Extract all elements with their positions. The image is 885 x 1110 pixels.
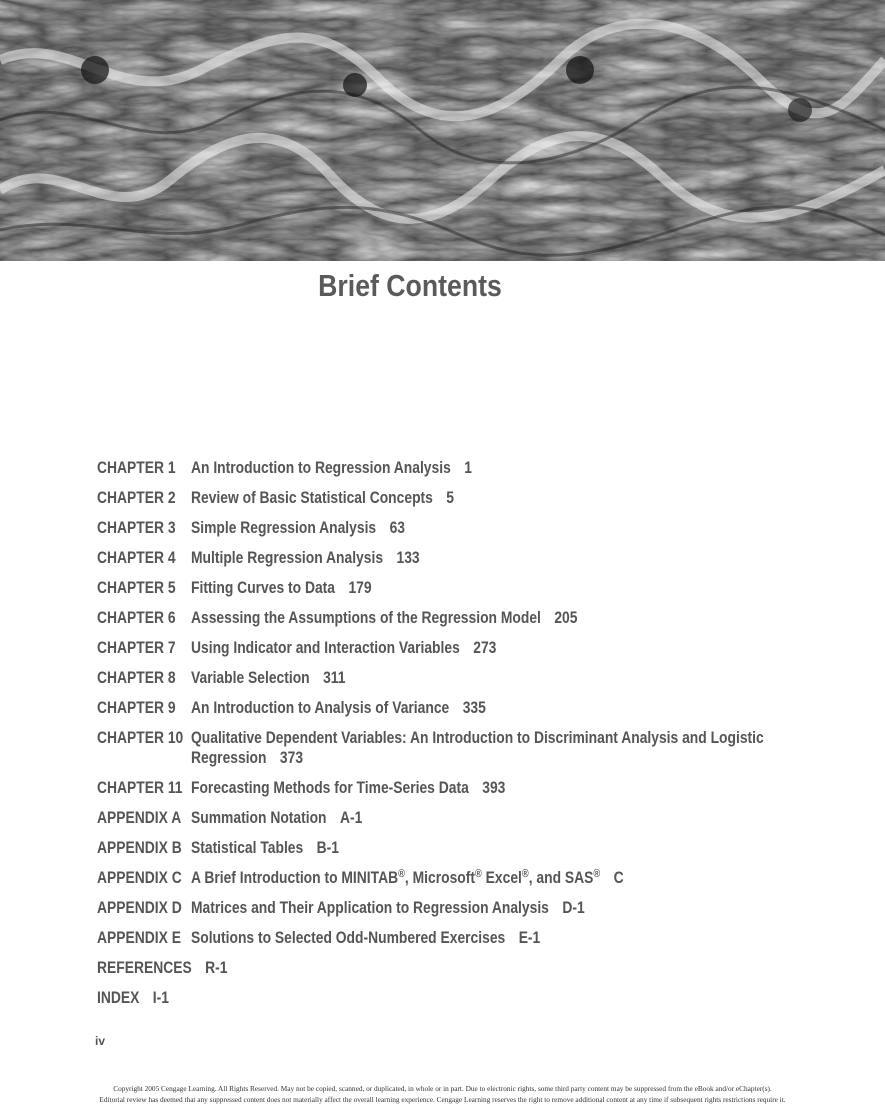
toc-entry-appendix-d[interactable] (97, 895, 797, 925)
entry-title-continued: Regression (191, 749, 267, 767)
entry-page-number: 205 (554, 609, 578, 627)
entry-page-number: D-1 (562, 899, 585, 917)
entry-label: CHAPTER 6 (97, 609, 176, 627)
entry-title-part: Excel (481, 869, 522, 887)
entry-label: REFERENCES (97, 959, 192, 977)
toc-entry-index[interactable] (97, 985, 797, 1015)
entry-title-group (191, 725, 764, 771)
toc-entry-chapter-9[interactable] (97, 695, 797, 725)
entry-label: CHAPTER 9 (97, 699, 176, 717)
entry-title: Forecasting Methods for Time-Series Data (191, 779, 469, 797)
toc-entry-chapter-8[interactable] (97, 665, 797, 695)
toc-entry-chapter-2[interactable] (97, 485, 797, 515)
entry-page-number: 179 (348, 579, 372, 597)
entry-page-number: R-1 (205, 959, 228, 977)
toc-entry-chapter-3[interactable] (97, 515, 797, 545)
entry-title-part: , Microsoft (404, 869, 475, 887)
entry-page-number: 63 (389, 519, 405, 537)
entry-title: Assessing the Assumptions of the Regression Model (191, 609, 541, 627)
entry-label: APPENDIX C (97, 869, 182, 887)
entry-title: Simple Regression Analysis (191, 519, 377, 537)
entry-page-number: 393 (482, 779, 506, 797)
entry-label: CHAPTER 10 (97, 729, 184, 747)
toc-entry-chapter-6[interactable] (97, 605, 797, 635)
entry-label: APPENDIX B (97, 839, 182, 857)
entry-page-number: B-1 (316, 839, 339, 857)
entry-title: Using Indicator and Interaction Variables (191, 639, 460, 657)
marbled-texture-image (0, 0, 885, 261)
entry-title-group (191, 575, 372, 601)
entry-label: CHAPTER 8 (97, 669, 176, 687)
entry-title: Statistical Tables (191, 839, 304, 857)
entry-label: CHAPTER 5 (97, 579, 176, 597)
copyright-line-1: Copyright 2005 Cengage Learning. All Rights Reserved. May not be copied, scanned, or duplicated, in whole or in part. Due to electronic rights, some third party content may be suppressed from the eBook and/or eChapter(s). (113, 1084, 772, 1093)
entry-page-number: E-1 (518, 929, 541, 947)
toc-entry-references[interactable] (97, 955, 797, 985)
entry-title-part: , and SAS (528, 869, 594, 887)
entry-page-number: 1 (464, 459, 472, 477)
entry-title-group (191, 835, 339, 861)
entry-label: APPENDIX E (97, 929, 181, 947)
page-title: Brief Contents (318, 268, 502, 303)
entry-title-group (191, 775, 505, 801)
toc-entry-chapter-4[interactable] (97, 545, 797, 575)
entry-label: APPENDIX D (97, 899, 182, 917)
entry-label-group (97, 955, 228, 981)
entry-page-number: A-1 (339, 809, 363, 827)
entry-label: INDEX (97, 989, 140, 1007)
entry-title: Matrices and Their Application to Regression Analysis (191, 899, 549, 917)
entry-page-number: 133 (396, 549, 420, 567)
registered-mark: ® (521, 868, 529, 880)
entry-title: Review of Basic Statistical Concepts (191, 489, 433, 507)
entry-title-group (191, 665, 345, 691)
entry-title-part: A Brief Introduction to MINITAB (191, 869, 399, 887)
toc-entry-chapter-11[interactable] (97, 775, 797, 805)
entry-title: Variable Selection (191, 669, 310, 687)
entry-label: CHAPTER 11 (97, 779, 183, 797)
entry-title-group (191, 925, 540, 951)
entry-title: Fitting Curves to Data (191, 579, 336, 597)
entry-title: An Introduction to Analysis of Variance (191, 699, 450, 717)
entry-label-group (97, 985, 169, 1011)
copyright-line-2: Editorial review has deemed that any suppressed content does not materially affect the overall learning experience. Cengage Learning reserves the right to remove additional content at any time if subsequent rights restrictions require it. (99, 1095, 786, 1104)
toc-entry-appendix-c[interactable] (97, 865, 797, 895)
toc-entry-appendix-b[interactable] (97, 835, 797, 865)
entry-title: An Introduction to Regression Analysis (191, 459, 451, 477)
entry-page-number: C (613, 869, 624, 887)
entry-title-group (191, 805, 362, 831)
toc-entry-chapter-7[interactable] (97, 635, 797, 665)
entry-page-number: I-1 (152, 989, 169, 1007)
entry-title: Qualitative Dependent Variables: An Introduction to Discriminant Analysis and Logistic (191, 729, 764, 747)
toc-entry-appendix-e[interactable] (97, 925, 797, 955)
decorative-banner-image (0, 0, 885, 261)
entry-page-number: 335 (462, 699, 486, 717)
page-folio: iv (95, 1034, 106, 1048)
entry-label: CHAPTER 1 (97, 459, 176, 477)
copyright-notice (0, 1083, 885, 1105)
entry-title-group (191, 545, 420, 571)
toc-entry-chapter-5[interactable] (97, 575, 797, 605)
toc-entry-chapter-1[interactable] (97, 455, 797, 485)
table-of-contents (97, 455, 797, 1015)
entry-title-group (191, 895, 585, 921)
entry-label: CHAPTER 3 (97, 519, 176, 537)
entry-page-number: 5 (446, 489, 455, 507)
toc-entry-chapter-10[interactable] (97, 725, 797, 775)
registered-mark: ® (593, 868, 601, 880)
entry-title-group (191, 485, 454, 511)
entry-title: Summation Notation (191, 809, 327, 827)
entry-title-group (191, 455, 472, 481)
entry-title: Solutions to Selected Odd-Numbered Exercises (191, 929, 506, 947)
entry-title-group (191, 605, 577, 631)
entry-label: APPENDIX A (97, 809, 182, 827)
entry-title-group (191, 635, 496, 661)
entry-page-number: 311 (323, 669, 346, 687)
entry-label: CHAPTER 4 (97, 549, 176, 567)
entry-label: CHAPTER 2 (97, 489, 176, 507)
entry-page-number: 273 (473, 639, 497, 657)
entry-title-group (191, 515, 405, 541)
entry-page-number: 373 (279, 749, 304, 767)
entry-title: Multiple Regression Analysis (191, 549, 384, 567)
entry-title-group (191, 695, 486, 721)
registered-mark: ® (398, 868, 405, 880)
registered-mark: ® (474, 868, 482, 880)
entry-title-line-2 (191, 745, 764, 771)
entry-title-group (191, 865, 624, 891)
entry-label: CHAPTER 7 (97, 639, 176, 657)
toc-entry-appendix-a[interactable] (97, 805, 797, 835)
